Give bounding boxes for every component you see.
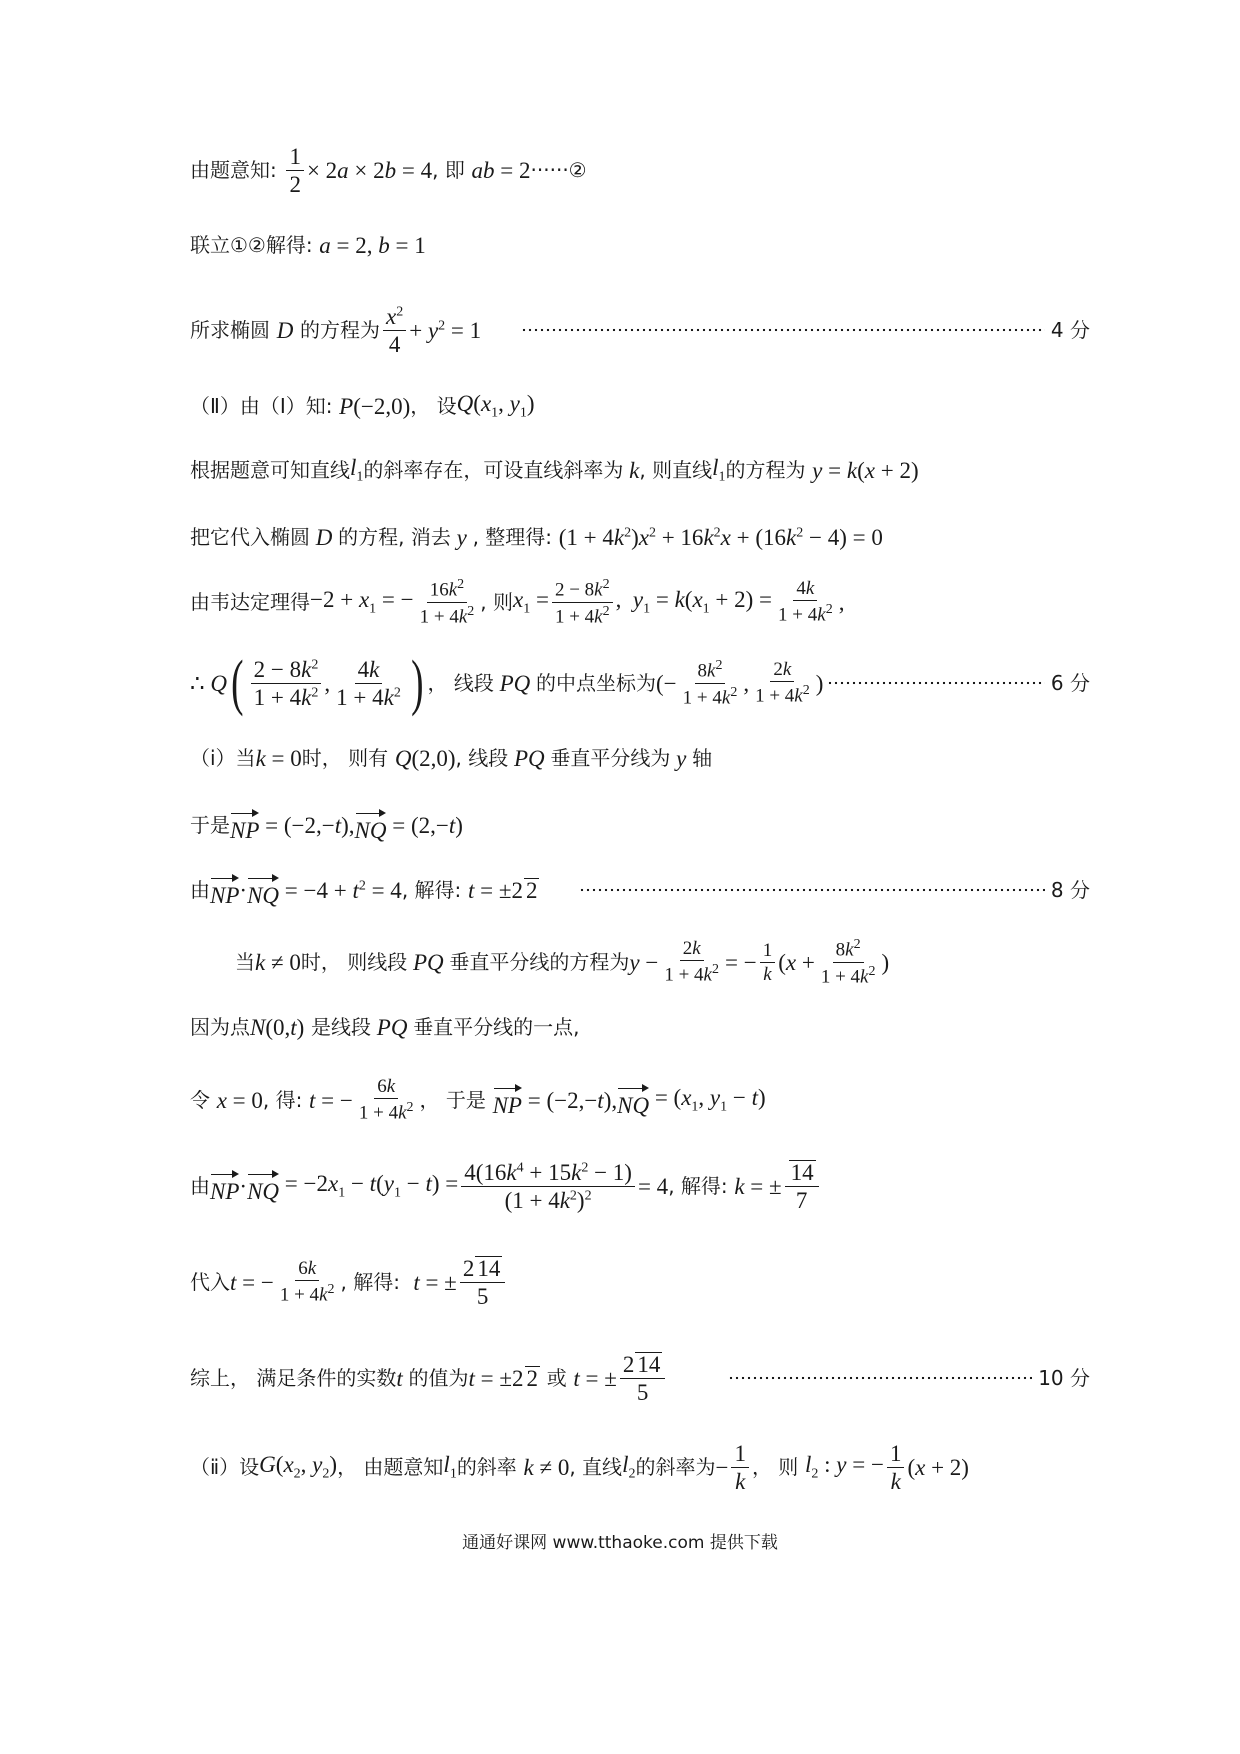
solution-line-7: 由韦达定理得 $-2 + x_1$ = − $\frac{16k^2}{1 + 4k^2}$ , 则 $x_1$ = $\frac{2 - 8k^2}{1 + 4k^2}$ , $y_1 = k(x_1 + 2)$ = $\frac{4k}{1 + 4k^2}$ , xyxy=(190,577,845,627)
solution-line-6: 把它代入椭圆 D 的方程, 消去 y , 整理得: $(1 + 4k^2)x^2 + 16k^2x + (16k^2 - 4) = 0$ xyxy=(190,524,883,550)
solution-line-2: 联立①②解得: a = 2, b = 1 xyxy=(190,232,426,258)
solution-line-13: 因为点 N(0,t) 是线段 PQ 垂直平分线的一点, xyxy=(190,1014,580,1040)
solution-line-17: 综上， 满足条件的实数 t 的值为 t = ±2 2 或 t = ± $\frac{2 14}{5}$ 10 分 xyxy=(190,1352,1090,1405)
solution-line-4: （Ⅱ）由（Ⅰ）知: P(−2,0) ， 设 $Q(x_1$, $y_1$) xyxy=(190,390,535,421)
solution-line-14: 令 x = 0 , 得: t = − $\frac{6k}{1 + 4k^2}$ ， 于是 NP = (−2,−t), NQ = ($x_1$, $y_1 - t$) xyxy=(190,1076,766,1124)
leader-dots xyxy=(521,328,1045,332)
score-label: 8 分 xyxy=(1050,878,1090,902)
score-label: 6 分 xyxy=(1050,671,1090,695)
solution-line-12: 当 k ≠ 0 时， 则线段 PQ 垂直平分线的方程为 y − $\frac{2k}{1 + 4k^2}$ = − $\frac{1}{k}$ (x + $\frac{8k^2}{1 + 4k^2}$ ) xyxy=(235,937,890,987)
score-label: 4 分 xyxy=(1050,318,1090,342)
leader-dots xyxy=(827,681,1045,685)
solution-line-9: （ⅰ）当 k = 0 时， 则有 Q(2,0) , 线段 PQ 垂直平分线为 y 轴 xyxy=(190,745,713,771)
solution-line-5: 根据题意可知直线 $l_1$ 的斜率存在，可设直线斜率为 k , 则直线 $l_1$ 的方程为 y = k(x + 2) xyxy=(190,454,919,485)
leader-dots xyxy=(728,1376,1032,1380)
solution-line-8: ∴ Q ( $\frac{2 - 8k^2}{1 + 4k^2}$ , $\frac{4k}{1 + 4k^2}$ ) ， 线段 PQ 的中点坐标为 (− $\frac{8k^2}{1 + 4k^2}$ , $\frac{2k}{1 + 4k^2}$ ) 6 分 xyxy=(190,649,1090,717)
solution-line-10: 于是 NP = (−2,−t), NQ = (2,−t) xyxy=(190,795,1090,855)
solution-line-11: 由 NP · NQ = $-4 + t^2 = 4$ , 解得: t = ±2 2 8 分 xyxy=(190,860,1090,920)
solution-line-16: 代入 t = − $\frac{6k}{1 + 4k^2}$ , 解得: t = ± $\frac{2 14}{5}$ xyxy=(190,1246,1090,1318)
leader-dots xyxy=(579,888,1044,892)
solution-line-18: （ⅱ）设 $G(x_2$, $y_2$) ， 由题意知 $l_1$ 的斜率 k ≠ 0 , 直线 $l_2$ 的斜率为 − $\frac{1}{k}$ ， 则 $l_2$ : y = − $\frac{1}{k}$ (x + 2) xyxy=(190,1440,969,1494)
solution-line-3: 所求椭圆 D 的方程为 $\frac{x^2}{4}$ + $y^2 = 1$ 4 分 xyxy=(190,303,1090,357)
score-label: 10 分 xyxy=(1038,1366,1090,1390)
solution-line-15: 由 NP · NQ = $-2x_1 - t(y_1 - t)$ = $\frac{4(16k^4 + 15k^2 - 1)}{(1 + 4k^2)^2}$ = 4 , 解得: k = ± $\frac{14}{7}$ xyxy=(190,1150,1090,1222)
solution-line-1: 由题意知: $\frac{1}{2}$ × 2a × 2b = 4 , 即 ab = 2 ······② xyxy=(190,143,587,197)
footer-source-note: 通通好课网 www.tthaoke.com 提供下载 xyxy=(462,1533,778,1553)
